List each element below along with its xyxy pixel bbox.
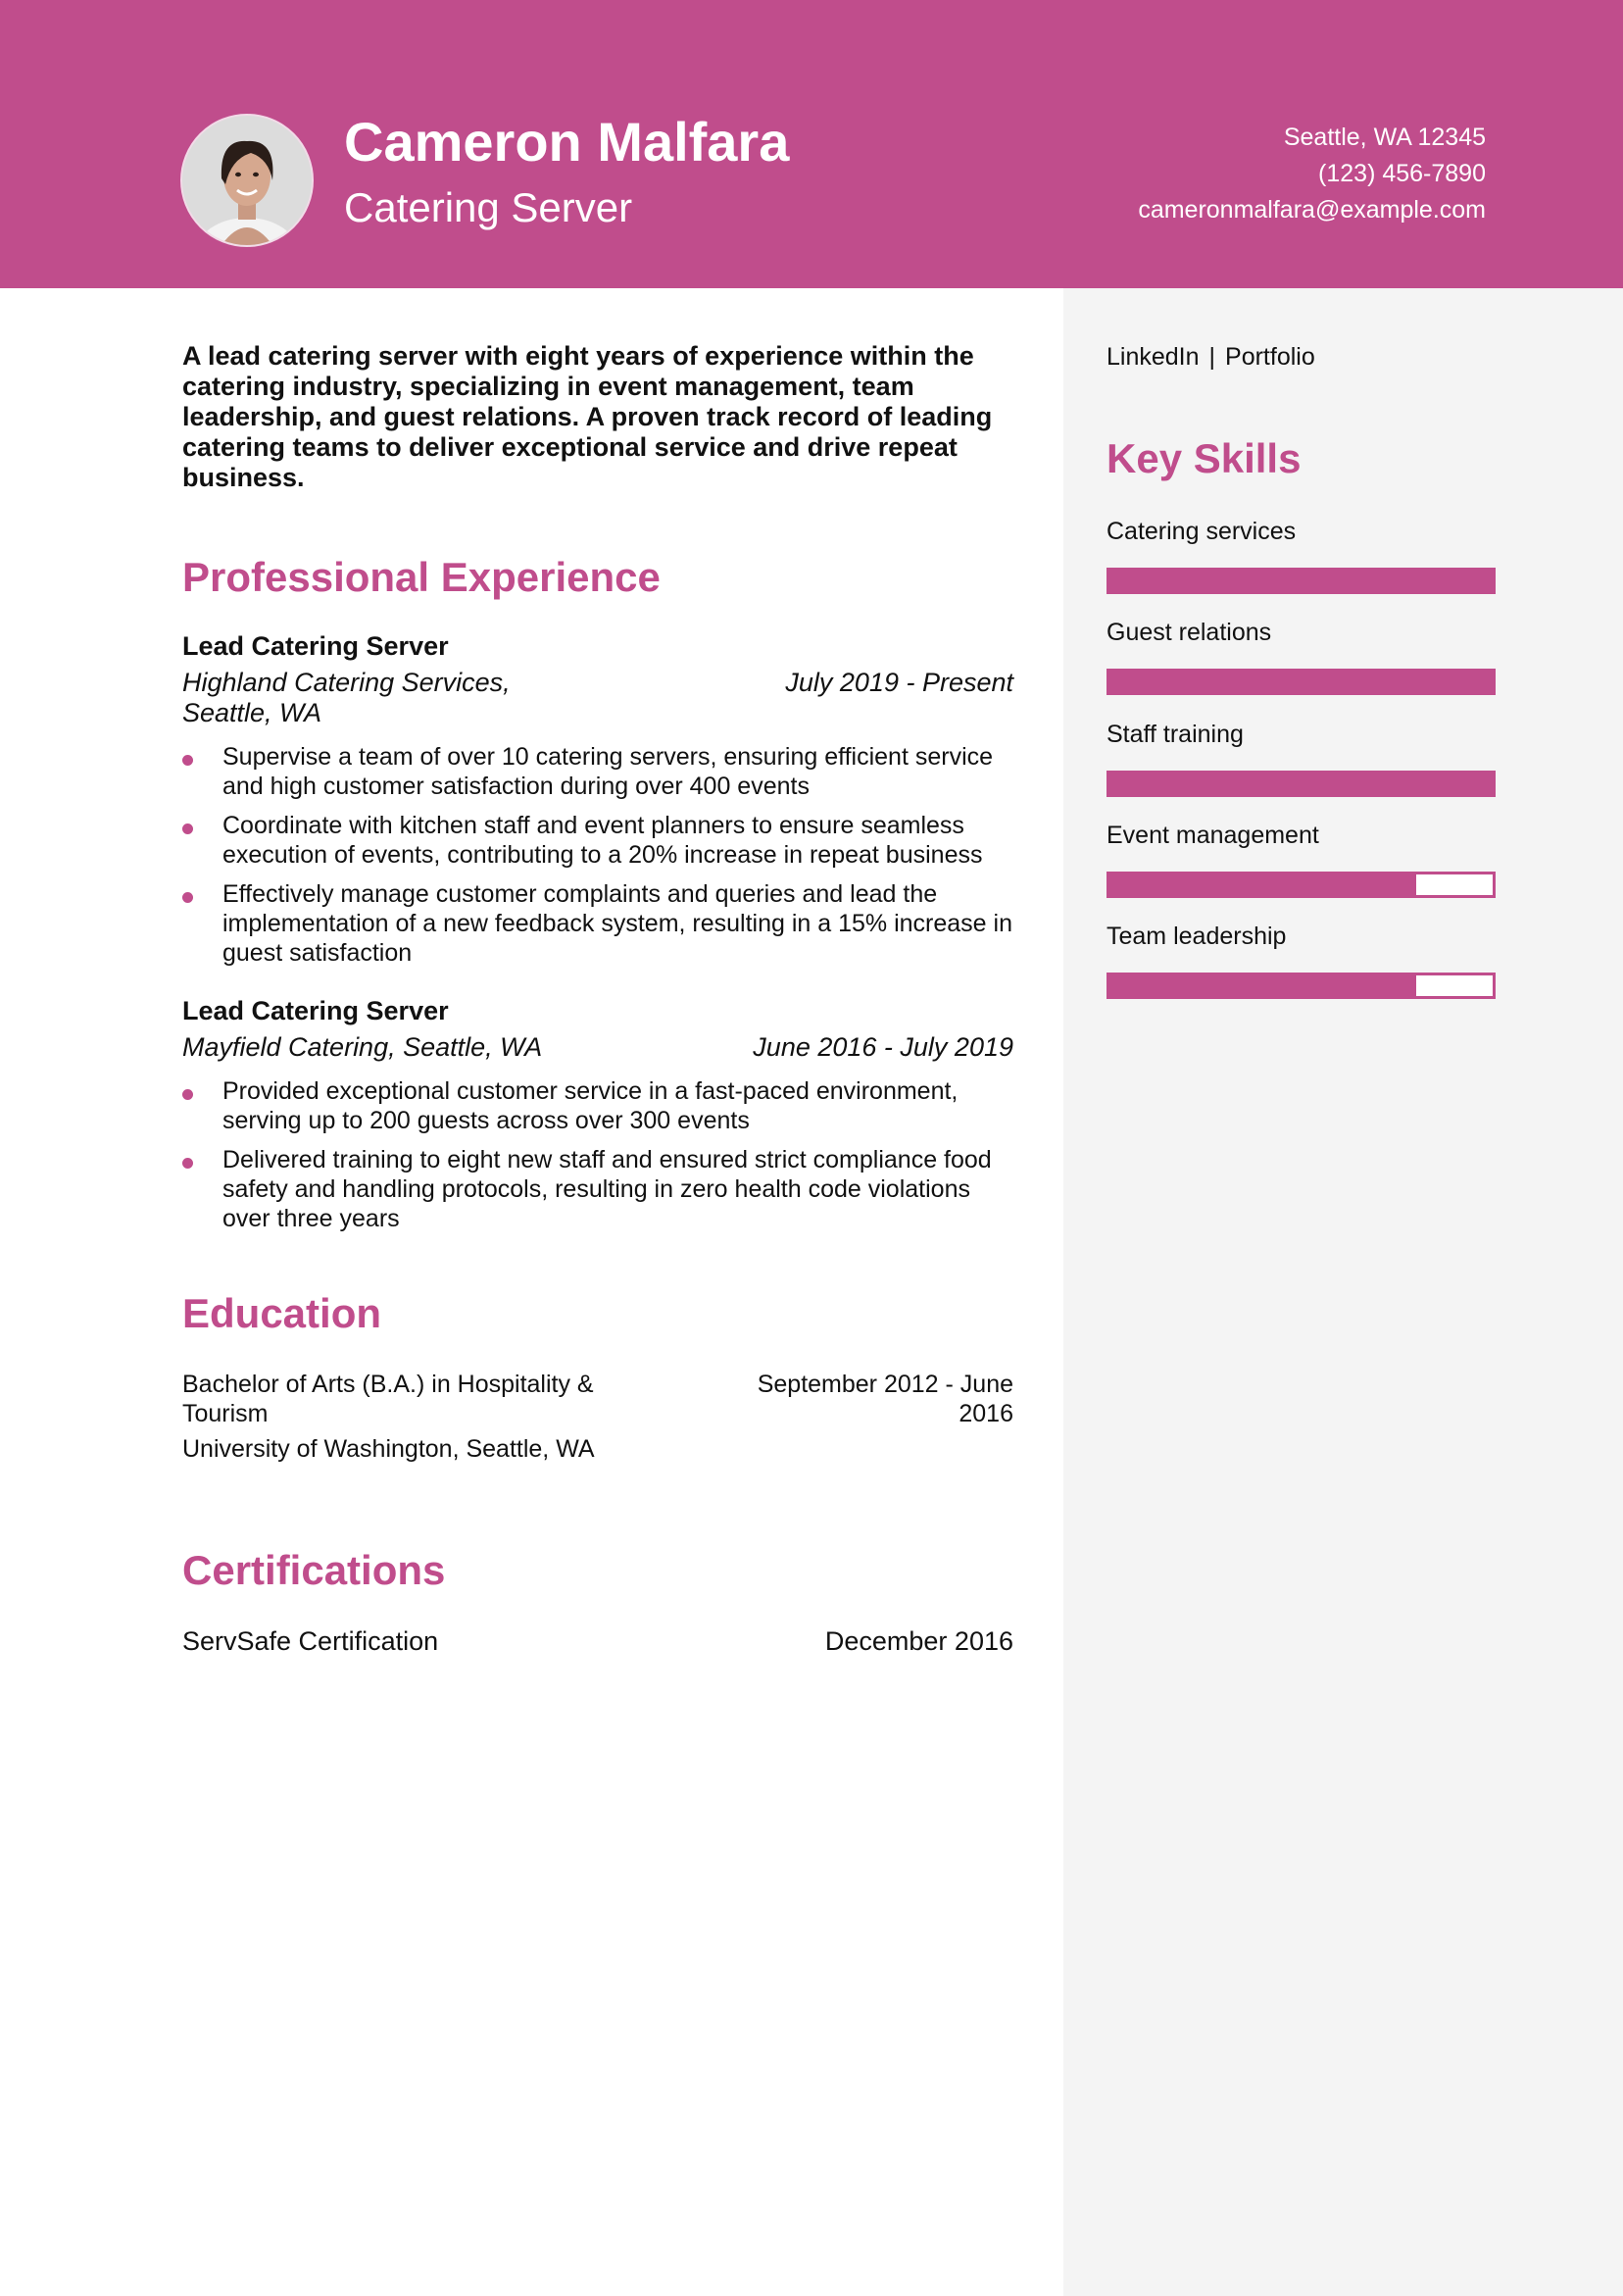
key-skills-heading: Key Skills — [1107, 435, 1302, 481]
education-heading: Education — [182, 1290, 382, 1336]
skill-label: Event management — [1107, 822, 1319, 849]
certifications-heading: Certifications — [182, 1547, 446, 1593]
job-role: Lead Catering Server — [182, 631, 449, 661]
bullet-item: Supervise a team of over 10 catering servers, ensuring efficient service and high customer satisfaction during over 400 events — [182, 742, 1013, 801]
link-separator: | — [1208, 343, 1216, 371]
job-bullets — [182, 1076, 1013, 1233]
contact-phone: (123) 456-7890 — [1318, 160, 1486, 187]
bullet-item: Coordinate with kitchen staff and event planners to ensure seamless execution of events, contributing to a 20% increase in repeat business — [182, 811, 1013, 870]
job-company: Mayfield Catering, Seattle, WA — [182, 1032, 543, 1062]
experience-heading: Professional Experience — [182, 554, 661, 600]
skill-item — [1107, 518, 1496, 594]
profile-links — [1107, 343, 1315, 372]
skill-level-bar — [1107, 669, 1496, 695]
skill-label: Guest relations — [1107, 619, 1272, 646]
skill-label: Catering services — [1107, 518, 1297, 545]
skill-level-fill — [1109, 874, 1416, 895]
skill-level-bar — [1107, 568, 1496, 594]
certification-date: December 2016 — [824, 1626, 1013, 1656]
header-banner — [0, 0, 1623, 288]
contact-email[interactable]: cameronmalfara@example.com — [1138, 196, 1486, 224]
education-entry — [182, 1370, 1013, 1464]
job-dates: July 2019 - Present — [785, 668, 1013, 697]
skill-level-bar — [1107, 973, 1496, 999]
certification-entry — [182, 1626, 1013, 1657]
education-degree: Bachelor of Arts (B.A.) in Hospitality & Tourism — [182, 1371, 594, 1427]
skill-level-fill — [1109, 975, 1416, 996]
skill-level-fill — [1109, 571, 1493, 591]
job-meta — [182, 1032, 1013, 1063]
bullet-item: Provided exceptional customer service in a fast-paced environment, serving up to 200 guests across over 300 events — [182, 1076, 1013, 1135]
certification-name: ServSafe Certification — [182, 1626, 439, 1656]
job-entry — [182, 631, 1013, 977]
skill-item — [1107, 619, 1496, 695]
job-entry — [182, 996, 1013, 1243]
job-meta — [182, 668, 1013, 728]
portfolio-link[interactable]: Portfolio — [1225, 343, 1315, 371]
candidate-name: Cameron Malfara — [344, 111, 790, 173]
contact-location: Seattle, WA 12345 — [1283, 124, 1486, 151]
job-bullets — [182, 742, 1013, 968]
skill-level-bar — [1107, 771, 1496, 797]
job-company: Highland Catering Services, Seattle, WA — [182, 668, 511, 727]
job-title: Catering Server — [344, 184, 633, 230]
avatar — [180, 114, 314, 247]
skill-level-fill — [1109, 774, 1493, 794]
education-school: University of Washington, Seattle, WA — [182, 1435, 595, 1463]
education-dates: September 2012 - June 2016 — [757, 1371, 1013, 1427]
skill-item — [1107, 721, 1496, 797]
job-dates: June 2016 - July 2019 — [753, 1032, 1013, 1062]
skill-label: Team leadership — [1107, 923, 1287, 950]
skill-item — [1107, 822, 1496, 898]
skill-level-fill — [1109, 672, 1493, 692]
skill-item — [1107, 923, 1496, 999]
professional-summary: A lead catering server with eight years of experience within the catering industry, specializing in event management, team leadership, and guest relations. A proven track record of leading catering teams to deliver exceptional service and drive repeat business. — [182, 341, 993, 492]
skill-level-bar — [1107, 872, 1496, 898]
linkedin-link[interactable]: LinkedIn — [1107, 343, 1200, 371]
contact-block — [1138, 120, 1486, 228]
education-row — [182, 1370, 1013, 1428]
skill-label: Staff training — [1107, 721, 1244, 748]
profile-photo-icon — [182, 116, 312, 245]
bullet-item: Delivered training to eight new staff and ensured strict compliance food safety and handling protocols, resulting in zero health code violations over three years — [182, 1145, 1013, 1233]
job-role: Lead Catering Server — [182, 996, 449, 1025]
bullet-item: Effectively manage customer complaints and queries and lead the implementation of a new feedback system, resulting in a 15% increase in guest satisfaction — [182, 879, 1013, 968]
